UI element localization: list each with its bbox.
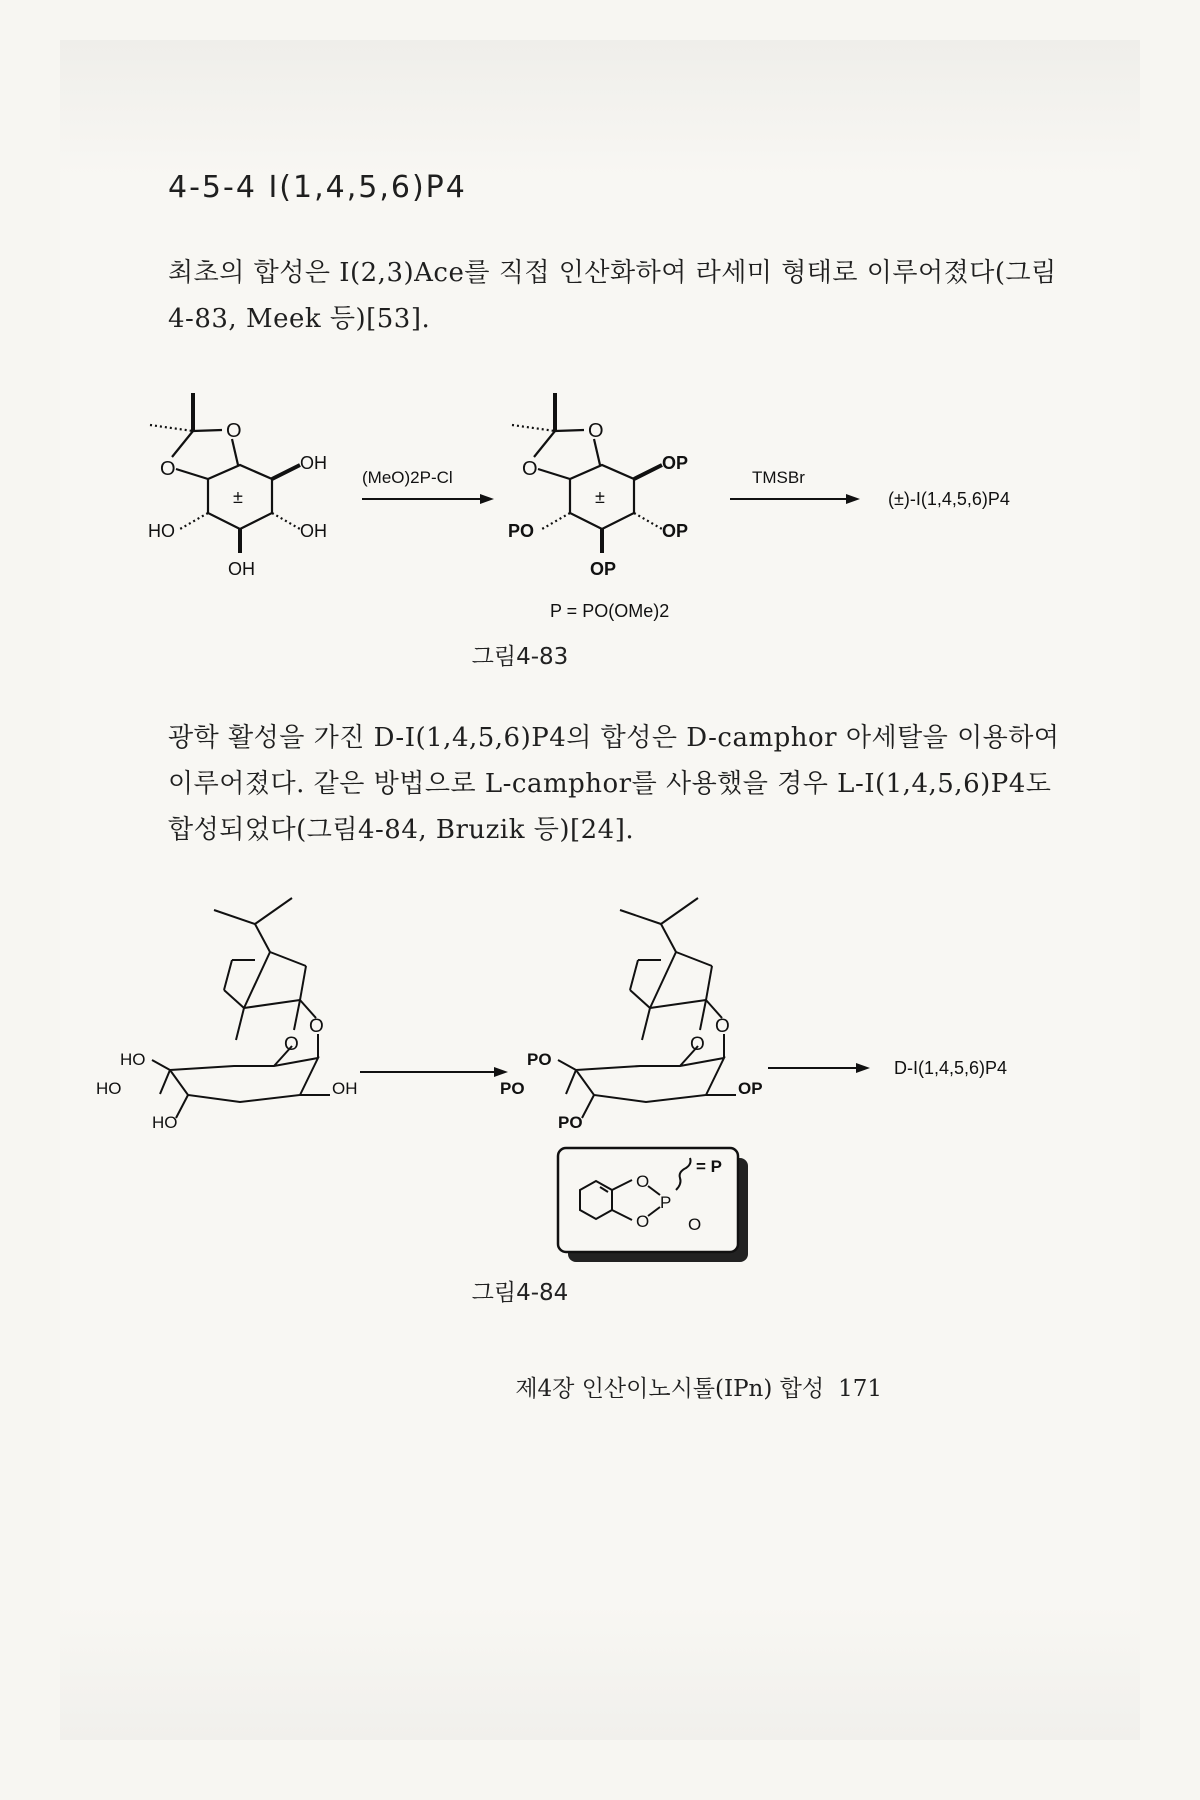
product-d-isomer: D-I(1,4,5,6)P4	[894, 1058, 1008, 1078]
box-o-bottom: O	[636, 1212, 650, 1231]
mid-po-bottom: PO	[558, 1113, 583, 1132]
start-oh-right-low: OH	[300, 521, 327, 541]
camphor-acetal-tetrol-structure	[152, 898, 330, 1118]
step2-reagent: TMSBr	[752, 468, 805, 487]
chapter-title: 제4장 인산이노시톨(IPn) 합성	[515, 1376, 825, 1402]
start-racemic-mark: ±	[233, 487, 243, 507]
start-o-b: O	[309, 1016, 324, 1037]
box-o-double: O	[688, 1215, 702, 1234]
start-oh-right: OH	[332, 1079, 358, 1098]
mid-op-right-low: OP	[662, 521, 689, 541]
start-ho-left: HO	[148, 521, 175, 541]
mid-o-b: O	[715, 1016, 730, 1037]
arrow-4-head	[856, 1063, 870, 1073]
start-o-left: O	[160, 458, 176, 480]
mid-op-right: OP	[662, 453, 689, 473]
start-oh-bottom: OH	[228, 559, 255, 579]
arrow-2-head	[846, 494, 860, 504]
page-footer	[515, 1370, 882, 1403]
figure-4-84-caption: 그림4-84	[471, 1280, 569, 1306]
mid-o-a: O	[690, 1034, 705, 1055]
p-definition: P = PO(OMe)2	[550, 601, 670, 621]
box-p-atom: P	[660, 1193, 672, 1212]
phosphate-triester-structure	[558, 898, 736, 1118]
box-o-top: O	[636, 1172, 650, 1191]
box-equals-p: = P	[696, 1157, 722, 1176]
page-number: 171	[838, 1376, 882, 1402]
mid-op-right: OP	[738, 1079, 763, 1098]
start-o-top: O	[226, 420, 242, 442]
mid-po-left: PO	[500, 1079, 525, 1098]
start-ho-left: HO	[96, 1079, 122, 1098]
product-racemic: (±)-I(1,4,5,6)P4	[888, 489, 1010, 509]
mid-op-bottom: OP	[590, 559, 617, 579]
mid-po-top: PO	[527, 1050, 552, 1069]
start-o-a: O	[284, 1034, 299, 1055]
arrow-3-head	[494, 1067, 508, 1077]
start-ho-top: HO	[120, 1050, 146, 1069]
section-heading: 4-5-4 I(1,4,5,6)P4	[168, 170, 467, 205]
figure-4-83-scheme	[0, 385, 1100, 625]
mid-racemic-mark: ±	[595, 487, 605, 507]
start-oh-right: OH	[300, 453, 327, 473]
start-ho-bottom: HO	[152, 1113, 178, 1132]
mid-o-top: O	[588, 420, 604, 442]
step1-reagent: (MeO)2P-Cl	[362, 468, 453, 487]
mid-o-left: O	[522, 458, 538, 480]
arrow-1-head	[480, 494, 494, 504]
paragraph-2: 광학 활성을 가진 D-I(1,4,5,6)P4의 합성은 D-camphor 아세탈을 이용하여 이루어졌다. 같은 방법으로 L-camphor를 사용했을 경우 L-I(1,4,5,6)P4도 합성되었다(그림4-84, Bruzik 등)[24].	[168, 723, 1060, 845]
protecting-group-box	[558, 1148, 748, 1262]
figure-4-83-caption: 그림4-83	[471, 644, 569, 670]
figure-4-84-scheme	[0, 890, 1100, 1270]
paragraph-1: 최초의 합성은 I(2,3)Ace를 직접 인산화하여 라세미 형태로 이루어졌다(그림4-83, Meek 등)[53].	[168, 258, 1057, 334]
mid-po-left: PO	[508, 521, 535, 541]
